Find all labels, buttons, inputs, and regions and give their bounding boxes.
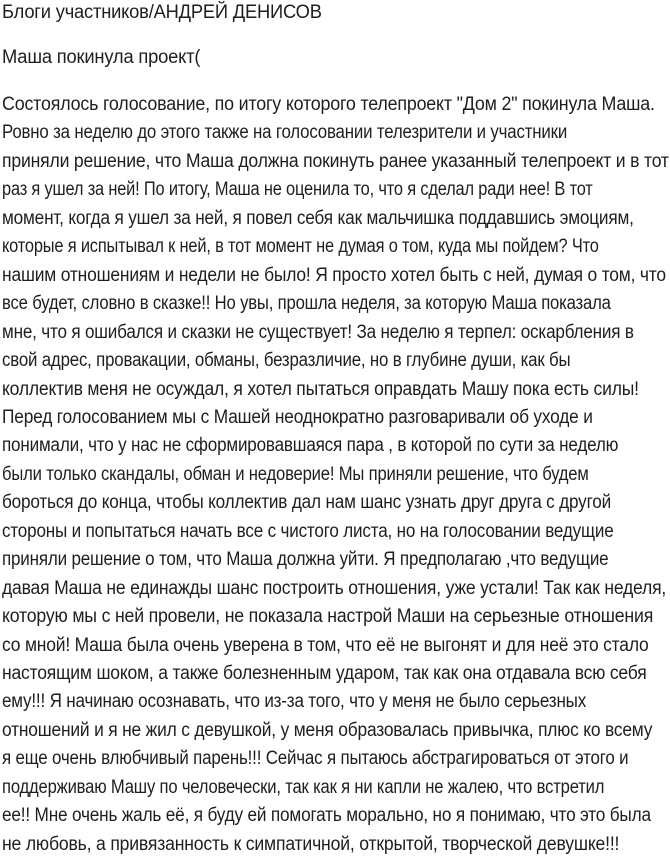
paragraph-line: ему!!! Я начинаю осознавать, что из-за того, что у меня не было серьезных xyxy=(2,691,587,713)
paragraph-line: со мной! Маша была очень уверена в том, что её не выгонят и для неё это стало xyxy=(2,634,649,656)
paragraph-line: момент, когда я ушел за ней, я повел себя как мальчишка поддавшись эмоциям, xyxy=(2,207,634,229)
paragraph-line: поддерживаю Машу по человечески, так как я ни капли не жалею, что встретил xyxy=(2,776,605,798)
paragraph-line: свой адрес, провакации, обманы, безразличие, но в глубине души, как бы xyxy=(2,350,571,372)
paragraph-line: которую мы с ней провели, не показала настрой Маши на серьезные отношения xyxy=(2,606,654,628)
paragraph-line: не любовь, а привязанность к симпатичной, открытой, творческой девушке!!! xyxy=(2,833,620,855)
paragraph-line: давая Маша не единажды шанс построить отношения, уже устали! Так как неделя, xyxy=(2,577,667,599)
paragraph-line: все будет, словно в сказке!! Но увы, прошла неделя, за которую Маша показала xyxy=(2,293,611,315)
paragraph-line: были только скандалы, обман и недоверие! Мы приняли решение, что будем xyxy=(2,463,589,485)
paragraph-line: понимали, что у нас не сформировавшаяся пара , в которой по сути за неделю xyxy=(2,435,619,457)
paragraph-line: Ровно за неделю до этого также на голосовании телезрители и участники xyxy=(2,122,568,144)
paragraph-line: Перед голосованием мы с Машей неоднократно разговаривали об уходе и xyxy=(2,406,593,428)
paragraph-line: бороться до конца, чтобы коллектив дал нам шанс узнать друг друга с другой xyxy=(2,492,612,514)
post-title: Маша покинула проект( xyxy=(2,47,201,68)
paragraph-line: коллектив меня не осуждал, я хотел пытаться оправдать Машу пока есть силы! xyxy=(2,378,639,400)
paragraph-line: нашим отношениям и недели не было! Я просто хотел быть с ней, думая о том, что xyxy=(2,264,666,286)
paragraph-line: стороны и попытаться начать все с чистого листа, но на голосовании ведущие xyxy=(2,520,614,542)
paragraph-line: настоящим шоком, а также болезненным ударом, так как она отдавала всю себя xyxy=(2,663,647,684)
paragraph-line: ее!! Мне очень жаль её, я буду ей помогать морально, но я понимаю, что это была xyxy=(2,805,651,827)
paragraph-line: которые я испытывал к ней, в тот момент не думая о том, куда мы пойдем? Что xyxy=(2,236,599,258)
paragraph-line: мне, что я ошибался и сказки не существует! За неделю я терпел: оскарбления в xyxy=(2,321,634,343)
paragraph-line: приняли решение о том, что Маша должна уйти. Я предполагаю ,что ведущие xyxy=(2,549,609,571)
paragraph-line: Состоялось голосование, по итогу которого телепроект "Дом 2" покинула Маша. xyxy=(2,94,655,115)
paragraph-line: приняли решение, что Маша должна покинуть ранее указанный телепроект и в тот xyxy=(2,150,669,172)
paragraph-line: отношений и я не жил с девушкой, у меня образовалась привычка, плюс ко всему xyxy=(2,719,653,741)
paragraph-line: я еще очень влюбчивый парень!!! Сейчас я пытаюсь абстрагироваться от этого и xyxy=(2,748,629,770)
paragraph-line: раз я ушел за ней! По итогу, Маша не оценила то, что я сделал ради нее! В тот xyxy=(2,179,593,201)
breadcrumb[interactable]: Блоги участников/АНДРЕЙ ДЕНИСОВ xyxy=(2,2,322,23)
